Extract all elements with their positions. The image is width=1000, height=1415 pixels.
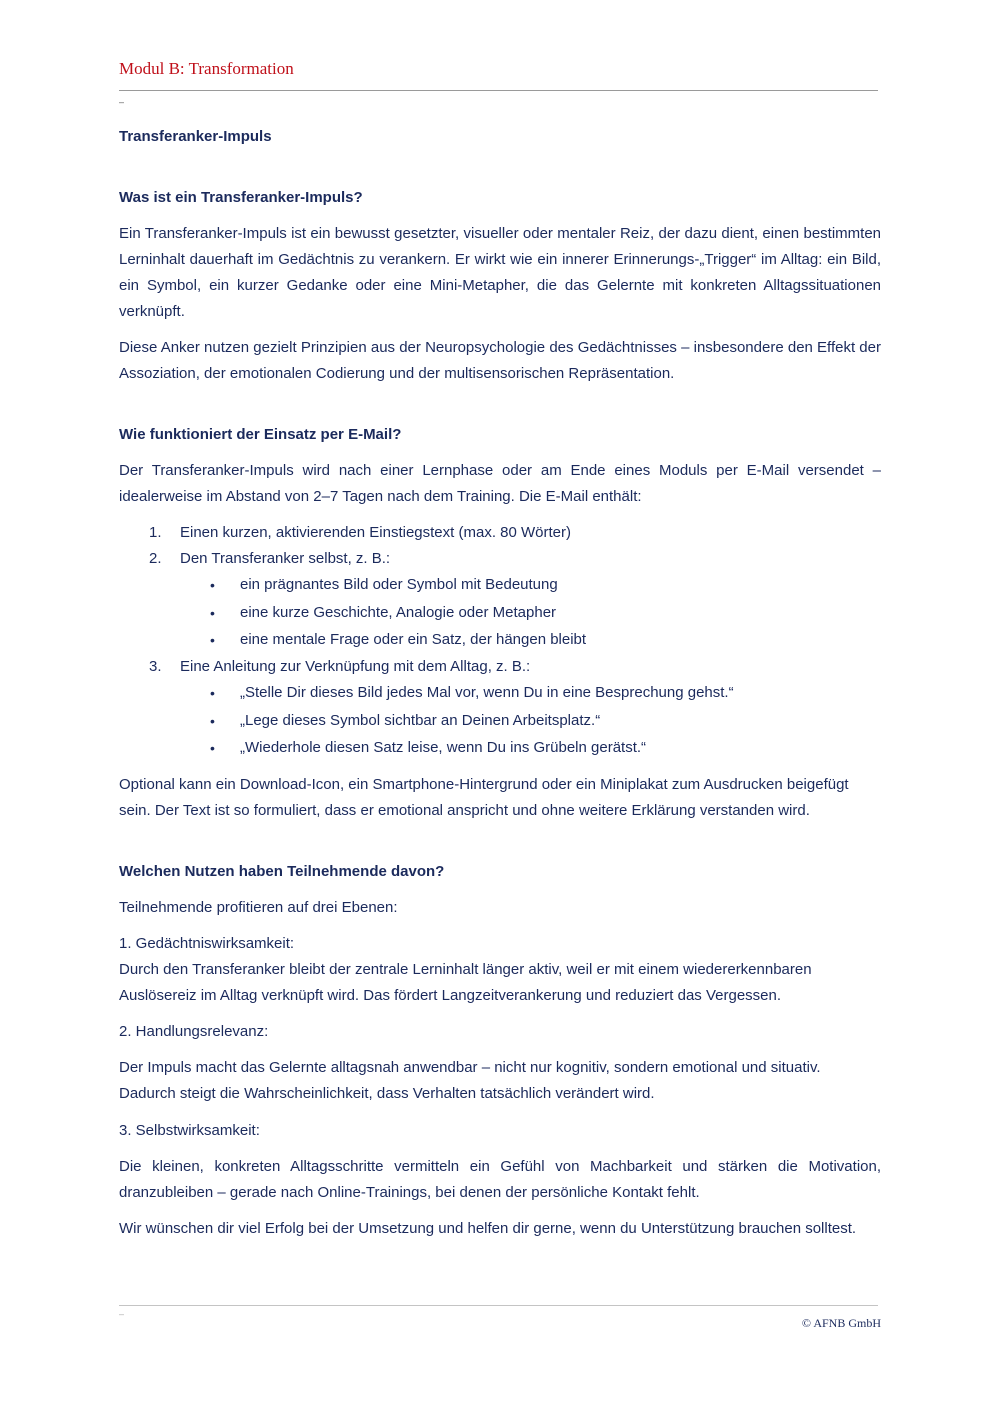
paragraph: Die kleinen, konkreten Alltagsschritte vermitteln ein Gefühl von Machbarkeit und stärken die Motivation, dranzubleiben – gerade nach Online-Trainings, bei denen der persönliche Kontakt fehlt.	[119, 1158, 881, 1201]
bullet-icon: •	[210, 632, 215, 648]
bullet-icon: •	[210, 577, 215, 593]
bullet-item: „Lege dieses Symbol sichtbar an Deinen Arbeitsplatz.“	[240, 712, 601, 729]
paragraph: Teilnehmende profitieren auf drei Ebenen:	[119, 899, 398, 916]
header-title: Modul B: Transformation	[119, 59, 294, 78]
list-item: Eine Anleitung zur Verknüpfung mit dem Alltag, z. B.:	[180, 658, 531, 675]
bullet-item: eine kurze Geschichte, Analogie oder Metapher	[240, 604, 557, 621]
footer-rule	[119, 1305, 878, 1306]
footer-rule-mark: –	[119, 1309, 125, 1319]
paragraph: Durch den Transferanker bleibt der zentrale Lerninhalt länger aktiv, weil er mit einem wiedererkennbaren Auslösereiz im Alltag verknüpft wird. Das fördert Langzeitverankerung und reduziert das Vergessen.	[119, 961, 812, 1004]
header-rule	[119, 90, 878, 91]
list-number: 1.	[149, 524, 162, 541]
paragraph: Diese Anker nutzen gezielt Prinzipien aus der Neuropsychologie des Gedächtnisses – insbesondere den Effekt der Assoziation, der emotionalen Codierung und der multisensorischen Repräsentation.	[119, 339, 881, 382]
list-item: Einen kurzen, aktivierenden Einstiegstext (max. 80 Wörter)	[180, 524, 572, 541]
paragraph: Optional kann ein Download-Icon, ein Smartphone-Hintergrund oder ein Miniplakat zum Ausdrucken beigefügt sein. Der Text ist so formuliert, dass er emotional anspricht und ohne weitere Erklärung verstanden wird.	[119, 776, 849, 819]
closing-paragraph: Wir wünschen dir viel Erfolg bei der Umsetzung und helfen dir gerne, wenn du Unterstützung brauchen solltest.	[119, 1220, 857, 1237]
paragraph: Der Impuls macht das Gelernte alltagsnah anwendbar – nicht nur kognitiv, sondern emotional und situativ. Dadurch steigt die Wahrscheinlichkeit, dass Verhalten tatsächlich verändert wird.	[119, 1059, 821, 1102]
section-heading-what: Was ist ein Transferanker-Impuls?	[119, 189, 363, 206]
bullet-item: ein prägnantes Bild oder Symbol mit Bedeutung	[240, 576, 558, 593]
section-heading-how: Wie funktioniert der Einsatz per E-Mail?	[119, 426, 402, 443]
benefit-title: 2. Handlungsrelevanz:	[119, 1023, 269, 1040]
header-rule-mark: –	[119, 97, 125, 107]
section-heading-benefit: Welchen Nutzen haben Teilnehmende davon?	[119, 863, 445, 880]
document-title: Transferanker-Impuls	[119, 128, 272, 145]
bullet-icon: •	[210, 713, 215, 729]
bullet-item: „Wiederhole diesen Satz leise, wenn Du ins Grübeln gerätst.“	[240, 739, 647, 756]
list-number: 3.	[149, 658, 162, 675]
bullet-item: eine mentale Frage oder ein Satz, der hängen bleibt	[240, 631, 587, 648]
benefit-title: 1. Gedächtniswirksamkeit:	[119, 935, 295, 952]
list-number: 2.	[149, 550, 162, 567]
bullet-icon: •	[210, 685, 215, 701]
benefit-title: 3. Selbstwirksamkeit:	[119, 1122, 260, 1139]
paragraph: Der Transferanker-Impuls wird nach einer Lernphase oder am Ende eines Moduls per E-Mail versendet – idealerweise im Abstand von 2–7 Tagen nach dem Training. Die E-Mail enthält:	[119, 462, 881, 505]
bullet-item: „Stelle Dir dieses Bild jedes Mal vor, wenn Du in eine Besprechung gehst.“	[240, 684, 734, 701]
footer-copyright: © AFNB GmbH	[801, 1316, 881, 1330]
bullet-icon: •	[210, 740, 215, 756]
list-item: Den Transferanker selbst, z. B.:	[180, 550, 391, 567]
bullet-icon: •	[210, 605, 215, 621]
paragraph: Ein Transferanker-Impuls ist ein bewusst gesetzter, visueller oder mentaler Reiz, der dazu dient, einen bestimmten Lerninhalt dauerhaft im Gedächtnis zu verankern. Er wirkt wie ein innerer Erinnerungs-„Trigger“ im Alltag: ein Bild, ein Symbol, ein kurzer Gedanke oder eine Mini-Metapher, die das Gelernte mit konkreten Alltagssituationen verknüpft.	[119, 225, 881, 320]
